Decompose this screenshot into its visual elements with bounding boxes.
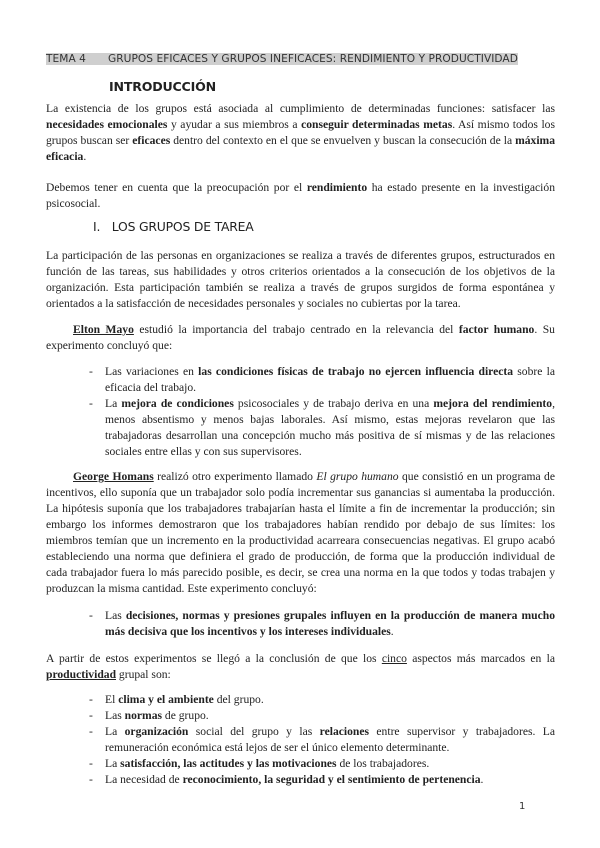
page-header [46,53,518,65]
intro-paragraph-2: Debemos tener en cuenta que la preocupación por el rendimiento ha estado presente en la investigación psicosocial. [46,181,555,210]
intro-heading: INTRODUCCIÓN [109,79,216,94]
page-number: 1 [519,801,526,812]
topic-number: TEMA 4 [46,53,108,65]
list-item: - Las decisiones, normas y presiones grupales influyen en la producción de manera mucho más decisiva que los incentivos y los intereses individuales. [89,608,555,640]
section-paragraph-1: La participación de las personas en organizaciones se realiza a través de diferentes grupos, estructurados en función de las tareas, sus habilidades y otros criterios orientados a la consecución de los objetivos de la organización. Esta participación también se realiza a través de grupos surgidos de forma espontánea y orientados a la satisfacción de necesidades personales y sociales no cubiertas por la tarea. [46,249,555,310]
george-homans-name: George Homans [73,470,154,483]
list-item: - La satisfacción, las actitudes y las motivaciones de los trabajadores. [89,756,555,772]
section-title: LOS GRUPOS DE TAREA [111,219,254,234]
list-item: - Las normas de grupo. [89,708,555,724]
section-heading [93,219,254,234]
section-number: I. [93,219,101,234]
homans-conclusions-list [89,608,555,640]
elton-mayo-name: Elton Mayo [73,323,134,336]
list-item: - Las variaciones en las condiciones físicas de trabajo no ejercen influencia directa sobre la eficacia del trabajo. [89,364,555,396]
intro-paragraph-1: La existencia de los grupos está asociada al cumplimiento de determinadas funciones: satisfacer las necesidades emocionales y ayudar a sus miembros a conseguir determinadas metas. Así mismo todos los grupos buscan ser eficaces dentro del contexto en el que se envuelven y buscan la consecución de la máxima eficacia. [46,102,556,163]
list-item: - La necesidad de reconocimiento, la seguridad y el sentimiento de pertenencia. [89,772,555,788]
list-item: - El clima y el ambiente del grupo. [89,692,555,708]
mayo-conclusions-list [89,364,555,460]
conclusion-paragraph: A partir de estos experimentos se llegó a la conclusión de que los cinco aspectos más marcados en la productividad grupal son: [46,652,555,681]
mayo-paragraph: Elton Mayo estudió la importancia del trabajo centrado en la relevancia del factor humano. Su experimento concluyó que: [46,323,555,352]
productivity-aspects-list [89,692,555,788]
homans-paragraph: George Homans realizó otro experimento llamado El grupo humano que consistió en un programa de incentivos, ello suponía que un trabajador solo podía incrementar sus ganancias si aumentaba la producción. La hipótesis suponía que los trabajadores trabajarían hasta el límite a fin de incrementar la producción; sin embargo los informes demostraron que los trabajadores habían rendido por debajo de sus límites: los miembros temían que un incremento en la productividad acarreara consecuencias negativas. El grupo acabó estableciendo una norma que definiera el grado de producción, de forma que la producción individual de cada trabajador fuera lo más parecido posible, es decir, se crea una norma en la que todos y todas trabajen y produzcan la misma cantidad. Este experimento concluyó: [46,470,556,595]
list-item: - La organización social del grupo y las relaciones entre supervisor y trabajadores. La remuneración económica está lejos de ser el único elemento determinante. [89,724,555,756]
topic-title: GRUPOS EFICACES Y GRUPOS INEFICACES: RENDIMIENTO Y PRODUCTIVIDAD [108,53,518,65]
list-item: - La mejora de condiciones psicosociales y de trabajo deriva en una mejora del rendimiento, menos absentismo y menos bajas laborales. Así mismo, estas mejoras revelaron que las trabajadoras desarrollan una concepción mucho más positiva de sí mismas y de las relaciones sociales entre ellas y con sus supervisores. [89,396,555,460]
